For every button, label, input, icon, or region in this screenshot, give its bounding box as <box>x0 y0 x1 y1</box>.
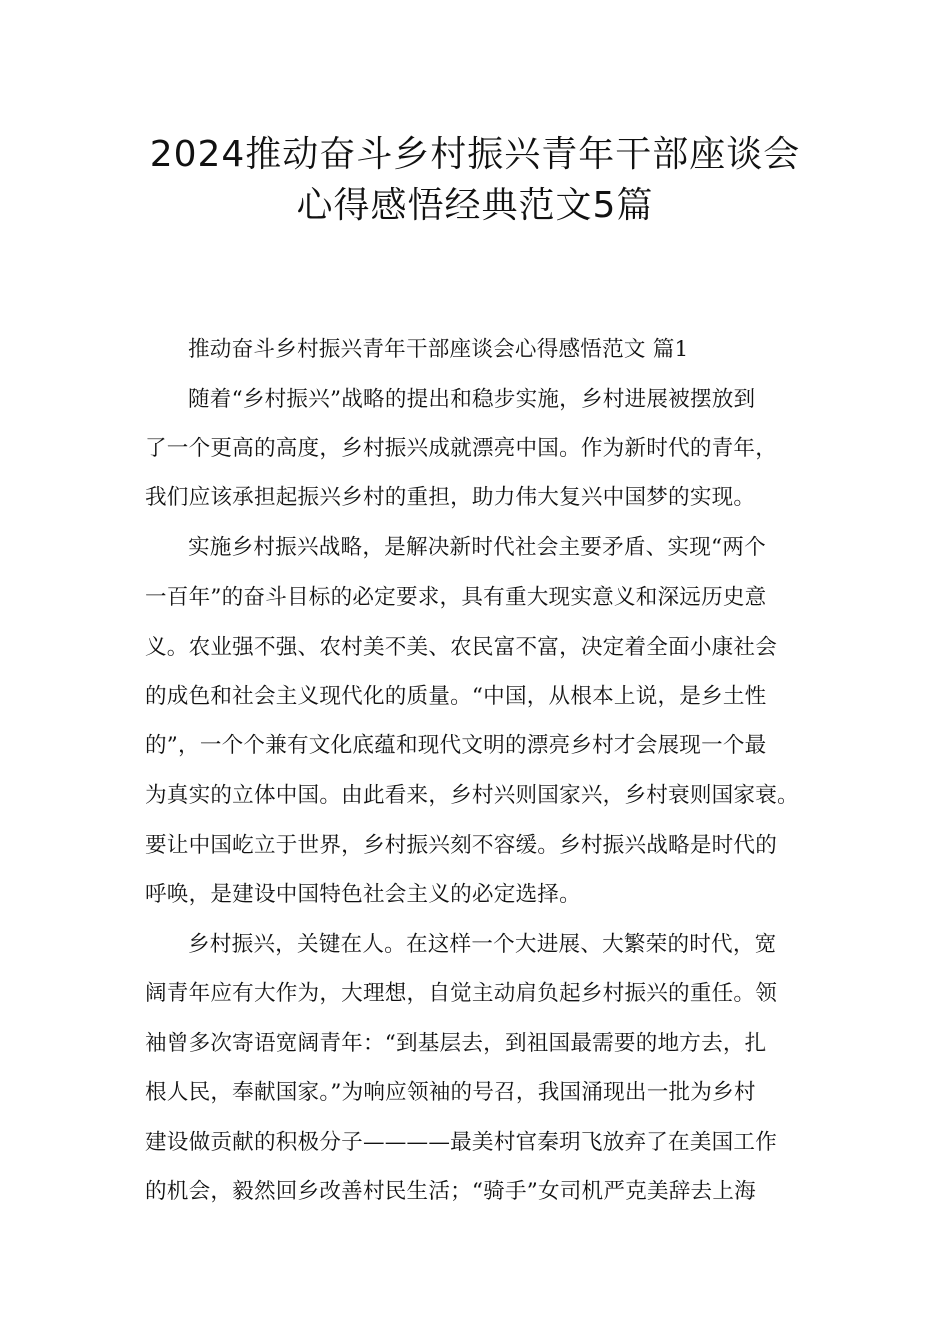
paragraph-line: 的成色和社会主义现代化的质量。“中国，从根本上说，是乡土性 <box>145 684 767 709</box>
paragraph-line: 的”，一个个兼有文化底蕴和现代文明的漂亮乡村才会展现一个最 <box>145 733 767 758</box>
paragraph-line: 实施乡村振兴战略，是解决新时代社会主要矛盾、实现“两个 <box>188 535 766 560</box>
paragraph-line: 根人民，奉献国家。”为响应领袖的号召，我国涌现出一批为乡村 <box>145 1080 756 1105</box>
document-title-line-2: 心得感悟经典范文5篇 <box>296 185 654 226</box>
paragraph-line: 为真实的立体中国。由此看来，乡村兴则国家兴，乡村衰则国家衰。 <box>145 783 799 808</box>
document-title-line-1: 2024推动奋斗乡村振兴青年干部座谈会 <box>149 134 801 175</box>
paragraph-line: 要让中国屹立于世界，乡村振兴刻不容缓。乡村振兴战略是时代的 <box>145 833 778 858</box>
paragraph-line: 我们应该承担起振兴乡村的重担，助力伟大复兴中国梦的实现。 <box>145 485 756 510</box>
paragraph-line: 了一个更高的高度，乡村振兴成就漂亮中国。作为新时代的青年， <box>145 436 778 461</box>
paragraph-line: 随着“乡村振兴”战略的提出和稳步实施，乡村进展被摆放到 <box>188 387 756 412</box>
paragraph-line: 一百年”的奋斗目标的必定要求，具有重大现实意义和深远历史意 <box>145 585 767 610</box>
paragraph-line: 乡村振兴，关键在人。在这样一个大进展、大繁荣的时代，宽 <box>188 932 777 957</box>
paragraph-line: 建设做贡献的积极分子————最美村官秦玥飞放弃了在美国工作 <box>145 1130 778 1155</box>
section-heading: 推动奋斗乡村振兴青年干部座谈会心得感悟范文 篇1 <box>188 337 689 362</box>
paragraph-line: 袖曾多次寄语宽阔青年：“到基层去，到祖国最需要的地方去，扎 <box>145 1031 767 1056</box>
paragraph-line: 阔青年应有大作为，大理想，自觉主动肩负起乡村振兴的重任。领 <box>145 981 778 1006</box>
paragraph-line: 呼唤，是建设中国特色社会主义的必定选择。 <box>145 882 581 907</box>
paragraph-line: 的机会，毅然回乡改善村民生活；“骑手”女司机严克美辞去上海 <box>145 1179 756 1204</box>
paragraph-line: 义。农业强不强、农村美不美、农民富不富，决定着全面小康社会 <box>145 635 778 660</box>
